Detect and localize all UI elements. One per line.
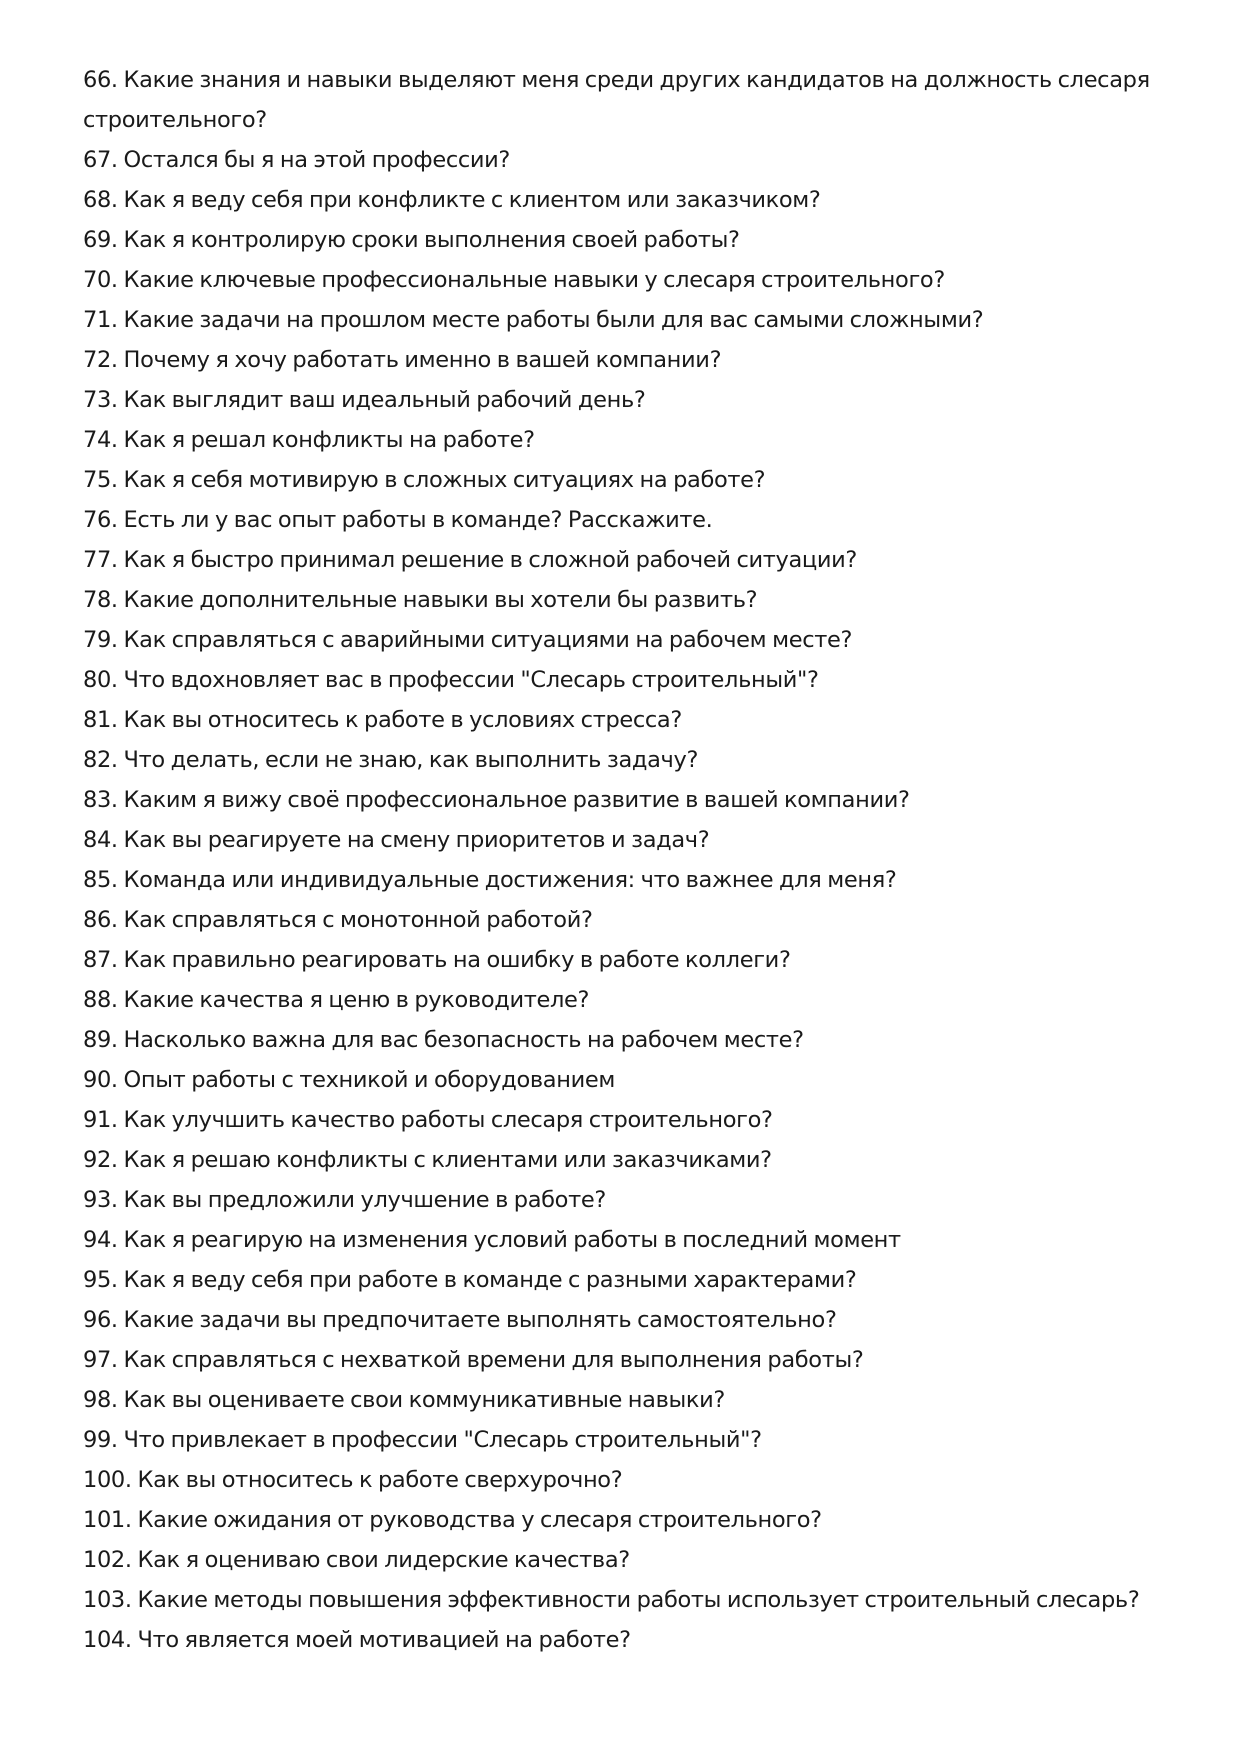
question-item: 87. Как правильно реагировать на ошибку в работе коллеги? [83, 947, 791, 973]
question-item: 85. Команда или индивидуальные достижения: что важнее для меня? [83, 867, 897, 893]
question-item: 102. Как я оцениваю свои лидерские качества? [83, 1547, 630, 1573]
question-item: 78. Какие дополнительные навыки вы хотели бы развить? [83, 587, 758, 613]
question-item: 90. Опыт работы с техникой и оборудованием [83, 1067, 615, 1093]
question-item: 82. Что делать, если не знаю, как выполнить задачу? [83, 747, 699, 773]
question-item: 68. Как я веду себя при конфликте с клиентом или заказчиком? [83, 187, 821, 213]
question-item: 101. Какие ожидания от руководства у слесаря строительного? [83, 1507, 822, 1533]
question-item: 83. Каким я вижу своё профессиональное развитие в вашей компании? [83, 787, 910, 813]
question-item: 95. Как я веду себя при работе в команде с разными характерами? [83, 1267, 857, 1293]
question-item: 94. Как я реагирую на изменения условий работы в последний момент [83, 1227, 901, 1253]
question-item: 67. Остался бы я на этой профессии? [83, 147, 510, 173]
question-item: 97. Как справляться с нехваткой времени для выполнения работы? [83, 1347, 864, 1373]
question-item: 99. Что привлекает в профессии "Слесарь строительный"? [83, 1427, 762, 1453]
question-item: 88. Какие качества я ценю в руководителе? [83, 987, 590, 1013]
question-item: 96. Какие задачи вы предпочитаете выполнять самостоятельно? [83, 1307, 837, 1333]
question-list [83, 60, 1163, 1660]
question-item: 72. Почему я хочу работать именно в вашей компании? [83, 347, 722, 373]
question-item: 86. Как справляться с монотонной работой? [83, 907, 593, 933]
question-item: 92. Как я решаю конфликты с клиентами или заказчиками? [83, 1147, 772, 1173]
question-item: 77. Как я быстро принимал решение в сложной рабочей ситуации? [83, 547, 858, 573]
question-item: 93. Как вы предложили улучшение в работе? [83, 1187, 606, 1213]
question-item: 80. Что вдохновляет вас в профессии "Слесарь строительный"? [83, 667, 819, 693]
question-item: 89. Насколько важна для вас безопасность на рабочем месте? [83, 1027, 804, 1053]
question-item: 69. Как я контролирую сроки выполнения своей работы? [83, 227, 740, 253]
question-item: 98. Как вы оцениваете свои коммуникативные навыки? [83, 1387, 726, 1413]
question-item: 66. Какие знания и навыки выделяют меня среди других кандидатов на должность слесаря строительного? [83, 67, 1150, 133]
question-item: 103. Какие методы повышения эффективности работы использует строительный слесарь? [83, 1587, 1140, 1613]
question-item: 71. Какие задачи на прошлом месте работы были для вас самыми сложными? [83, 307, 984, 333]
question-item: 79. Как справляться с аварийными ситуациями на рабочем месте? [83, 627, 853, 653]
question-item: 74. Как я решал конфликты на работе? [83, 427, 535, 453]
question-item: 100. Как вы относитесь к работе сверхурочно? [83, 1467, 623, 1493]
question-item: 104. Что является моей мотивацией на работе? [83, 1627, 631, 1653]
question-item: 76. Есть ли у вас опыт работы в команде? Расскажите. [83, 507, 713, 533]
question-item: 81. Как вы относитесь к работе в условиях стресса? [83, 707, 682, 733]
question-item: 70. Какие ключевые профессиональные навыки у слесаря строительного? [83, 267, 945, 293]
question-item: 84. Как вы реагируете на смену приоритетов и задач? [83, 827, 710, 853]
question-item: 75. Как я себя мотивирую в сложных ситуациях на работе? [83, 467, 766, 493]
question-item: 73. Как выглядит ваш идеальный рабочий день? [83, 387, 646, 413]
question-item: 91. Как улучшить качество работы слесаря строительного? [83, 1107, 773, 1133]
